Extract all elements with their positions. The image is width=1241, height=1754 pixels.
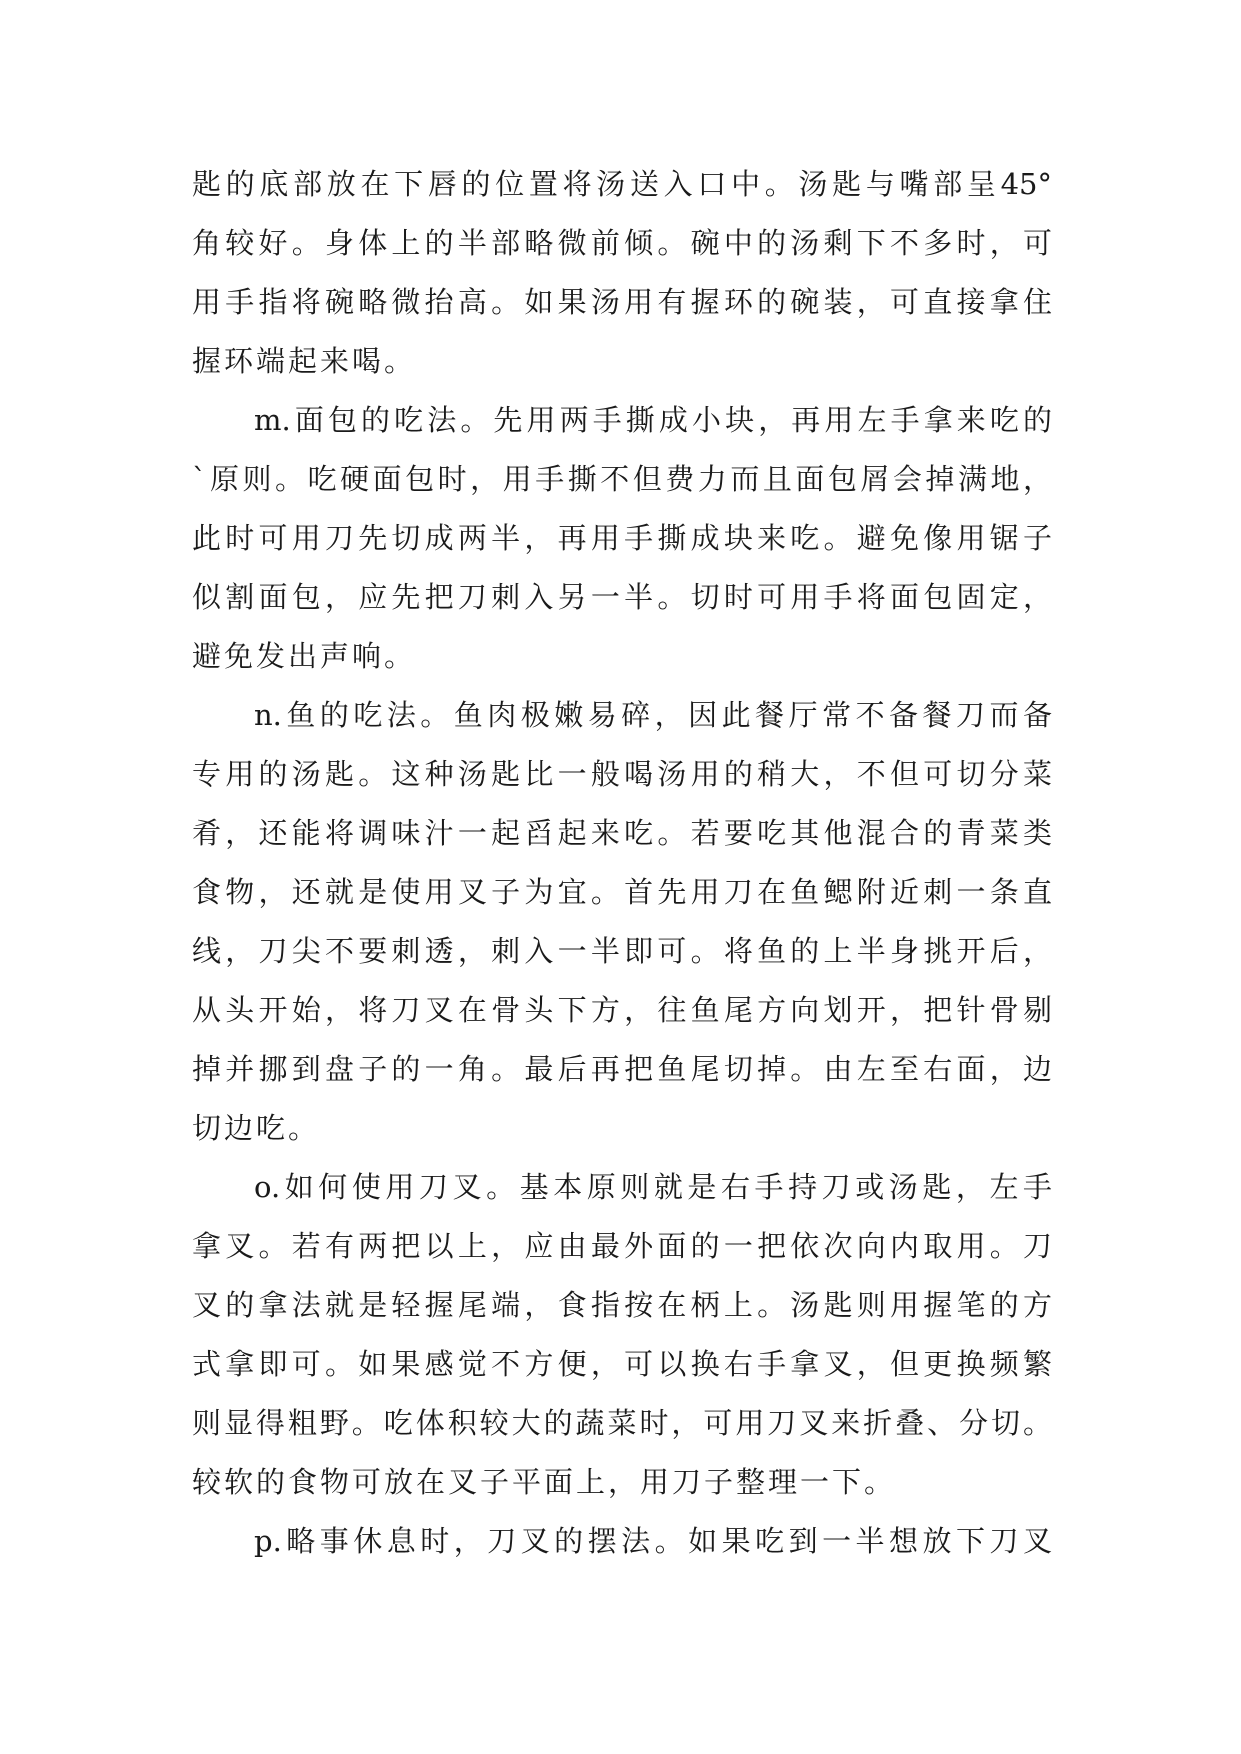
text-line: 切边吃。 — [192, 1111, 321, 1145]
text-line: 避免发出声响。 — [192, 639, 417, 673]
document-body — [192, 155, 1052, 1571]
text-line: `原则。吃硬面包时，用手撕不但费力而且面包屑会掉满地， — [192, 462, 1052, 496]
text-line: 式拿即可。如果感觉不方便，可以换右手拿叉，但更换频繁 — [192, 1347, 1052, 1381]
text-line: 肴，还能将调味汁一起舀起来吃。若要吃其他混合的青菜类 — [192, 816, 1052, 850]
text-line: 匙的底部放在下唇的位置将汤送入口中。汤匙与嘴部呈45° — [192, 167, 1052, 201]
text-line: 则显得粗野。吃体积较大的蔬菜时，可用刀叉来折叠、分切。 — [192, 1406, 1052, 1440]
text-line: 此时可用刀先切成两半，再用手撕成块来吃。避免像用锯子 — [192, 521, 1052, 555]
text-line: 角较好。身体上的半部略微前倾。碗中的汤剩下不多时，可 — [192, 226, 1052, 260]
text-line: 从头开始，将刀叉在骨头下方，往鱼尾方向划开，把针骨剔 — [192, 993, 1052, 1027]
text-line: 叉的拿法就是轻握尾端，食指按在柄上。汤匙则用握笔的方 — [192, 1288, 1052, 1322]
text-line: 专用的汤匙。这种汤匙比一般喝汤用的稍大，不但可切分菜 — [192, 757, 1052, 791]
text-line: 较软的食物可放在叉子平面上，用刀子整理一下。 — [192, 1465, 897, 1499]
text-line: 握环端起来喝。 — [192, 344, 417, 378]
text-line: 用手指将碗略微抬高。如果汤用有握环的碗装，可直接拿住 — [192, 285, 1052, 319]
text-line: 拿叉。若有两把以上，应由最外面的一把依次向内取用。刀 — [192, 1229, 1052, 1263]
paragraph-m-first-line: m.面包的吃法。先用两手撕成小块，再用左手拿来吃的 — [254, 403, 1052, 437]
paragraph-o-first-line: o.如何使用刀叉。基本原则就是右手持刀或汤匙，左手 — [254, 1170, 1052, 1204]
text-line: 线，刀尖不要刺透，刺入一半即可。将鱼的上半身挑开后， — [192, 934, 1052, 968]
text-line: 似割面包，应先把刀刺入另一半。切时可用手将面包固定， — [192, 580, 1052, 614]
paragraph-n-first-line: n.鱼的吃法。鱼肉极嫩易碎，因此餐厅常不备餐刀而备 — [254, 698, 1052, 732]
paragraph-p-first-line: p.略事休息时，刀叉的摆法。如果吃到一半想放下刀叉 — [254, 1524, 1052, 1558]
text-line: 掉并挪到盘子的一角。最后再把鱼尾切掉。由左至右面，边 — [192, 1052, 1052, 1086]
text-line: 食物，还就是使用叉子为宜。首先用刀在鱼鳃附近刺一条直 — [192, 875, 1052, 909]
